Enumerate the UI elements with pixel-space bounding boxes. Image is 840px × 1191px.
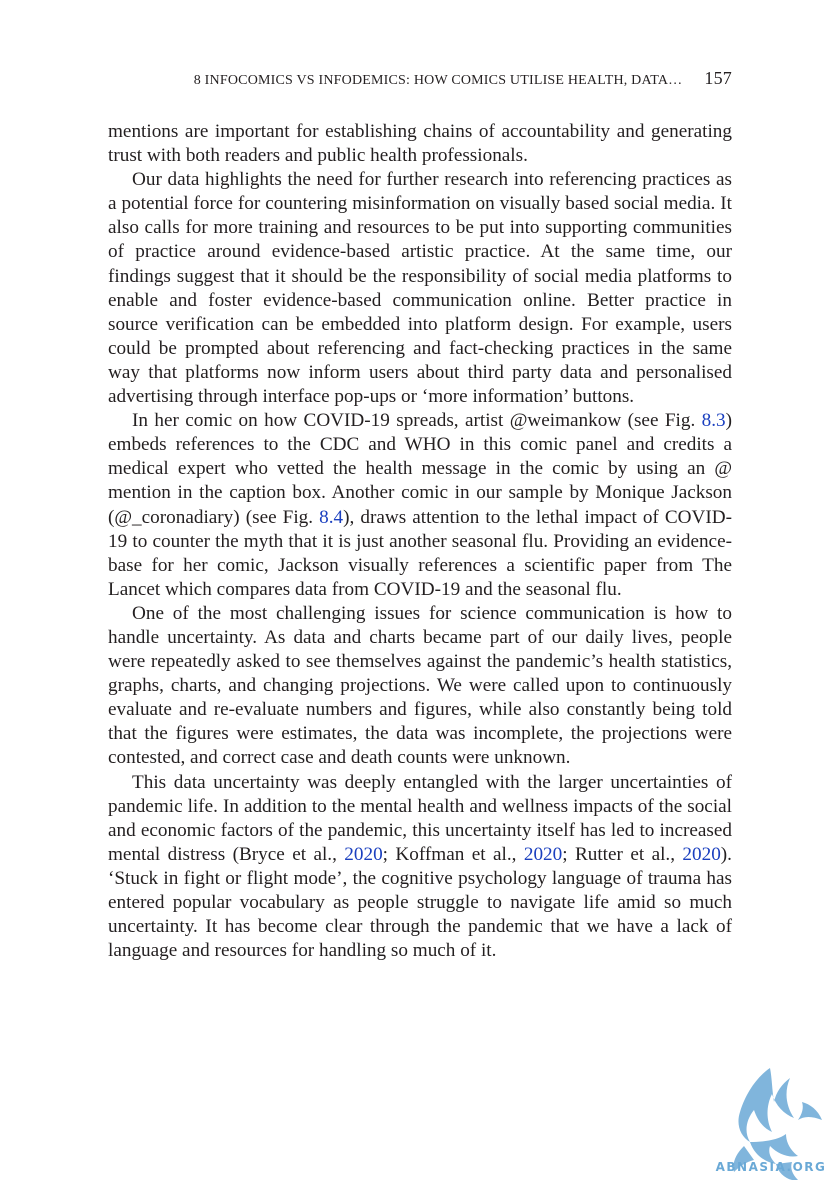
chapter-title: 8 INFOCOMICS VS INFODEMICS: HOW COMICS UTILISE HEALTH, DATA…	[193, 73, 683, 88]
watermark-text: ABNASIA.ORG	[715, 1160, 827, 1174]
paragraph-5-text-d: ). ‘Stuck in fight or flight mode’, the cognitive psychology language of trauma has entered popular vocabulary as people struggle to navigate life amid so much uncertainty. It has become clear through the pandemic that we have a lack of language and resources for handling so much of it.	[108, 843, 732, 962]
paragraph-4: One of the most challenging issues for science communication is how to handle uncertainty. As data and charts became part of our daily lives, people were repeatedly asked to see themselves against the pandemic’s health statistics, graphs, charts, and changing projections. We were called upon to continuously evaluate and re-evaluate numbers and figures, while also constantly being told that the figures were estimates, the data was incomplete, the projections were contested, and correct case and death counts were unknown.	[108, 602, 732, 769]
citation-link-bryce-2020[interactable]: 2020	[344, 843, 383, 865]
paragraph-5	[108, 771, 732, 964]
paragraph-3-text-a: In her comic on how COVID-19 spreads, artist @weimankow (see Fig.	[132, 410, 702, 432]
paragraph-3	[108, 409, 732, 602]
page-number: 157	[704, 68, 732, 88]
paragraph-5-text-a: This data uncertainty was deeply entangled with the larger uncertainties of pandemic life. In addition to the mental health and wellness impacts of the social and economic factors of the pandemic, this uncertainty itself has led to increased mental distress (Bryce et al.,	[108, 771, 732, 865]
citation-link-koffman-2020[interactable]: 2020	[523, 843, 563, 865]
running-header	[108, 68, 732, 94]
paragraph-1: mentions are important for establishing chains of accountability and generating trust with both readers and public health professionals.	[108, 121, 732, 167]
paragraph-2: Our data highlights the need for further research into referencing practices as a potential force for countering misinformation on visually based social media. It also calls for more training and resources to be put into supporting communities of practice around evidence-based artistic practice. At the same time, our findings suggest that it should be the responsibility of social media platforms to enable and foster evidence-based communication online. Better practice in source verification can be embedded into platform design. For example, users could be prompted about referencing and fact-checking practices in the same way that platforms now inform users about third party data and personalised advertising through interface pop-ups or ‘more information’ buttons.	[108, 169, 732, 408]
paragraph-5-text-c: ; Rutter et al.,	[562, 843, 683, 865]
paragraph-3-text-b: ) embeds references to the CDC and WHO in this comic panel and credits a medical expert who vetted the health message in the comic by using an @ mention in the caption box. Another comic in our sample by Monique Jackson (@_coronadiary) (see Fig.	[108, 410, 732, 528]
paragraph-5-text-b: ; Koffman et al.,	[382, 843, 524, 865]
figure-link-8-3[interactable]: 8.3	[701, 410, 726, 432]
paragraph-3-text-c: ), draws attention to the lethal impact of COVID-19 to counter the myth that it is just another seasonal flu. Providing an evidence-base for her comic, Jackson visually references a scientific paper from The Lancet which compares data from COVID-19 and the seasonal flu.	[108, 506, 733, 600]
body-text	[108, 120, 732, 963]
citation-link-rutter-2020[interactable]: 2020	[682, 843, 721, 865]
figure-link-8-4[interactable]: 8.4	[319, 506, 344, 528]
